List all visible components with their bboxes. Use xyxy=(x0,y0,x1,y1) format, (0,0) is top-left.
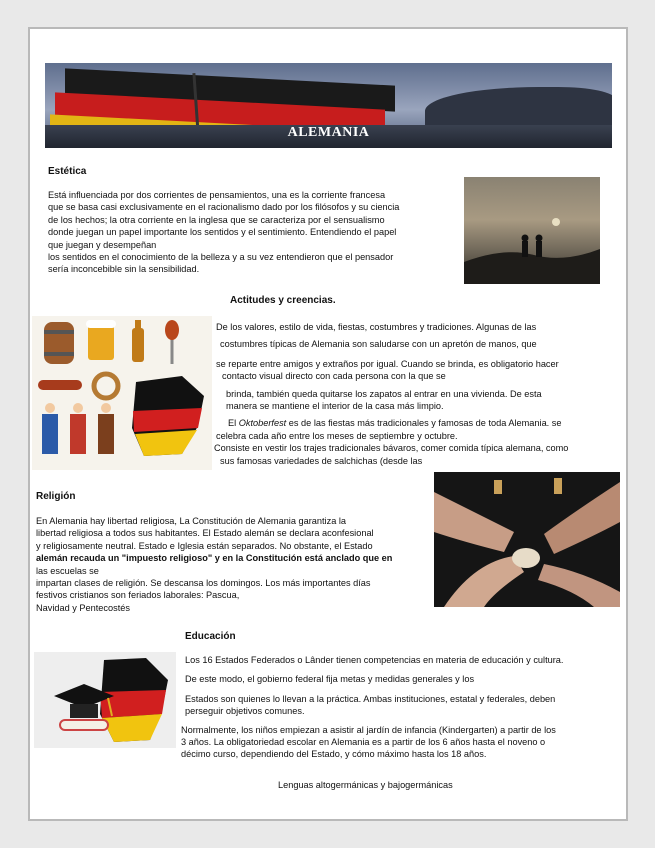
heading-actitudes: Actitudes y creencias. xyxy=(230,295,336,306)
rock-shape xyxy=(425,87,612,127)
educacion-paragraph xyxy=(181,654,625,761)
painting-figures xyxy=(464,177,600,284)
banner-title: ALEMANIA xyxy=(287,125,370,140)
religion-paragraph xyxy=(36,515,430,614)
painting-image xyxy=(464,177,600,284)
religion-line: Navidad y Pentecostés xyxy=(36,602,130,613)
trajes-line: Consiste en vestir los trajes tradicionales bávaros, comer comida típica alemana, como xyxy=(214,443,569,454)
banner-image xyxy=(45,63,612,148)
actitudes-line: De los valores, estilo de vida, fiestas, costumbres y tradiciones. Algunas de las xyxy=(216,322,537,332)
actitudes-line: costumbres típicas de Alemania son saludarse con un apretón de manos, que xyxy=(220,339,537,350)
educacion-line: décimo curso, dependiendo del Estado, y cómo máximo hasta los 18 años. xyxy=(181,749,487,760)
religion-line: En Alemania hay libertad religiosa, La Constitución de Alemania garantiza la xyxy=(36,516,347,526)
education-illustration xyxy=(34,652,176,748)
footer-line: Lenguas altogermánicas y bajogermánicas xyxy=(278,780,453,790)
actitudes-paragraph xyxy=(216,321,626,467)
estetica-line: sería inconcebible sin la sensibilidad. xyxy=(48,264,200,275)
religion-line: libertad religiosa a todos sus habitantes. El Estado alemán se declara aconfesional xyxy=(36,528,374,539)
educacion-line: De este modo, el gobierno federal fija metas y medidas generales y los xyxy=(185,674,475,685)
heading-educacion: Educación xyxy=(185,631,236,642)
estetica-line: donde juegan un papel importante los sentidos y el sentimiento. Entendiendo el papel xyxy=(48,227,397,238)
estetica-line: que se basa casi exclusivamente en el racionalismo dado por los filósofos y su ciencia xyxy=(48,202,400,213)
traditions-illustration xyxy=(32,316,212,470)
religion-bold-line: alemán recauda un "impuesto religioso" y en la Constitución está anclado que en xyxy=(36,553,393,564)
oktoberfest-line: El Oktoberfest es de las fiestas más tradicionales y famosas de toda Alemania. se xyxy=(228,418,562,429)
heading-religion: Religión xyxy=(36,491,76,502)
religion-line: las escuelas se xyxy=(36,565,99,576)
actitudes-line: manera se mantiene el interior de la casa más limpio. xyxy=(226,401,444,412)
religion-line: y religiosamente neutral. Estado e Iglesia están separados. No obstante, el Estado xyxy=(36,540,373,551)
educacion-line: Los 16 Estados Federados o Lânder tienen competencias en materia de educación y cultura. xyxy=(185,655,564,665)
estetica-line: Está influenciada por dos corrientes de pensamientos, una es la corriente francesa xyxy=(48,190,386,200)
estetica-line: de los hechos; la otra corriente en la inglesa que se caracteriza por el sensualismo xyxy=(48,214,385,225)
document-page xyxy=(28,27,628,821)
actitudes-line: contacto visual directo con cada persona con la que se xyxy=(222,371,446,382)
hands-illustration xyxy=(434,472,620,607)
actitudes-line: brinda, también queda quitarse los zapatos al entrar en una vivienda. De esta xyxy=(226,388,542,399)
estetica-paragraph xyxy=(48,189,460,276)
religion-line: impartan clases de religión. Se descansa los domingos. Los más importantes días xyxy=(36,578,371,589)
educacion-line: 3 años. La obligatoriedad escolar en Alemania es a partir de los 6 años hasta el noveno o xyxy=(181,737,546,748)
oktoberfest-word: Oktoberfest xyxy=(238,418,287,429)
estetica-line: los sentidos en el conocimiento de la belleza y a su vez entendieron que el pensador xyxy=(48,252,394,263)
educacion-line: Estados son quienes lo llevan a la práctica. Ambas instituciones, estatal y federales, deben xyxy=(185,693,556,704)
trajes-line: sus famosas variedades de salchichas (desde las xyxy=(220,455,423,466)
oktoberfest-line: celebra cada año entre los meses de septiembre y octubre. xyxy=(216,430,458,441)
german-traditions-image xyxy=(32,316,212,470)
actitudes-line: se reparte entre amigos y extraños por igual. Cuando se brinda, es obligatorio hacer xyxy=(216,358,559,369)
religion-line: festivos cristianos son feriados laborales: Pascua, xyxy=(36,590,240,601)
education-image xyxy=(34,652,176,748)
heading-estetica: Estética xyxy=(48,166,87,177)
educacion-line: Normalmente, los niños empiezan a asistir al jardín de infancia (Kindergarten) a partir de los xyxy=(181,724,556,735)
educacion-line: perseguir objetivos comunes. xyxy=(185,706,305,717)
religion-hands-image xyxy=(434,472,620,607)
estetica-line: que juegan y desempeñan xyxy=(48,239,157,250)
